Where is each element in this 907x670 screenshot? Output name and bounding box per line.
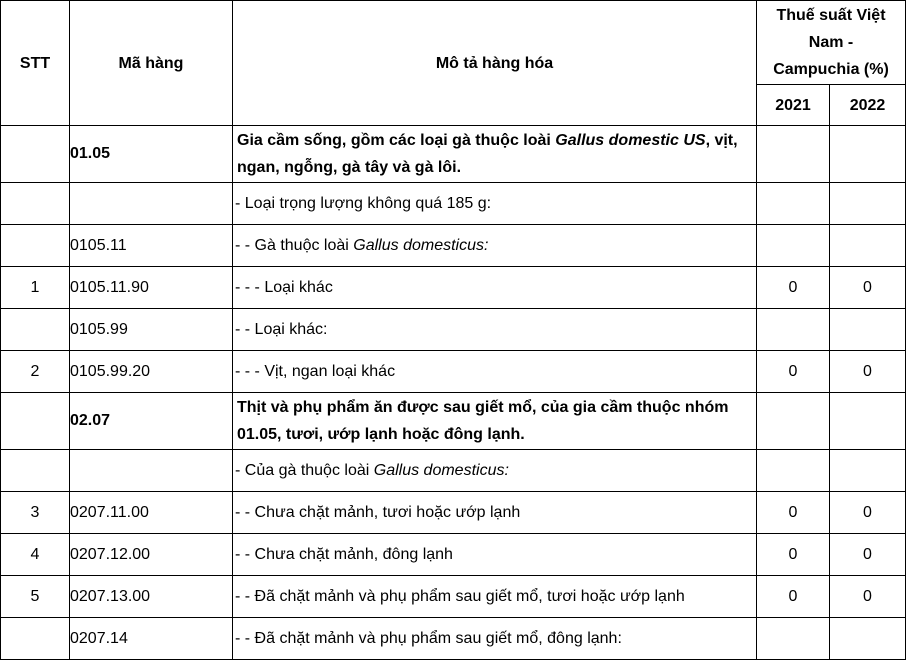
stt-cell [1,618,70,660]
description-italic: Gallus domestic US [555,132,706,149]
table-row [1,534,906,576]
stt-cell: 1 [1,267,70,309]
description-cell [233,618,757,660]
stt-cell: 2 [1,351,70,393]
description-text: Thịt và phụ phẩm ăn được sau giết mổ, của gia cầm thuộc nhóm 01.05, tươi, ướp lạnh hoặc đông lạnh. [237,399,729,443]
rate-2021-cell: 0 [757,492,830,534]
header-description: Mô tả hàng hóa [233,1,757,126]
rate-2022-cell: 0 [830,267,906,309]
rate-2021-cell [757,450,830,492]
description-cell [233,183,757,225]
code-cell [70,183,233,225]
description-cell [233,351,757,393]
code-cell: 0105.99.20 [70,351,233,393]
description-text: - Loại trọng lượng không quá 185 g: [235,194,492,212]
rate-2021-cell [757,126,830,183]
table-row [1,225,906,267]
description-cell [233,393,757,450]
rate-2021-cell: 0 [757,576,830,618]
stt-cell [1,309,70,351]
description-text: - - Chưa chặt mảnh, đông lạnh [235,545,453,563]
description-text: - - - Loại khác [235,278,333,296]
rate-2021-cell [757,393,830,450]
code-cell: 0207.13.00 [70,576,233,618]
code-cell: 02.07 [70,393,233,450]
rate-2022-cell [830,309,906,351]
description-cell [233,576,757,618]
code-cell: 0207.14 [70,618,233,660]
header-tax-rate-line2: Nam - [808,34,854,51]
description-text: - Của gà thuộc loài [235,461,374,479]
header-year-2022: 2022 [830,85,906,126]
rate-2021-cell: 0 [757,351,830,393]
rate-2021-cell [757,225,830,267]
table-row [1,492,906,534]
rate-2022-cell [830,225,906,267]
stt-cell [1,126,70,183]
table-row [1,393,906,450]
rate-2022-cell [830,618,906,660]
description-text: - - Đã chặt mảnh và phụ phẩm sau giết mổ, đông lạnh: [235,629,622,647]
header-year-2021: 2021 [757,85,830,126]
description-cell [233,309,757,351]
description-cell [233,492,757,534]
description-cell [233,450,757,492]
table-row [1,450,906,492]
table-row [1,267,906,309]
code-cell [70,450,233,492]
description-cell [233,267,757,309]
header-tax-rate-line3: Campuchia (%) [773,61,889,78]
header-stt: STT [1,1,70,126]
code-cell: 0105.11.90 [70,267,233,309]
table-row [1,576,906,618]
description-text-post: , vịt, ngan, ngỗng, gà tây và gà lôi. [237,132,738,176]
stt-cell [1,450,70,492]
header-tax-rate-line1: Thuế suất Việt [776,7,886,24]
rate-2021-cell [757,183,830,225]
description-text: - - Loại khác: [235,320,328,338]
table-row [1,183,906,225]
code-cell: 01.05 [70,126,233,183]
table-row [1,309,906,351]
rate-2021-cell [757,309,830,351]
table-row [1,351,906,393]
rate-2022-cell: 0 [830,492,906,534]
rate-2022-cell: 0 [830,576,906,618]
description-cell [233,126,757,183]
description-italic: Gallus domesticus: [353,236,489,254]
header-tax-rate [757,1,906,85]
rate-2021-cell: 0 [757,267,830,309]
stt-cell: 3 [1,492,70,534]
rate-2022-cell: 0 [830,351,906,393]
description-cell [233,225,757,267]
description-text: - - Đã chặt mảnh và phụ phẩm sau giết mổ, tươi hoặc ướp lạnh [235,587,685,605]
description-text: - - - Vịt, ngan loại khác [235,362,396,380]
rate-2022-cell [830,450,906,492]
rate-2022-cell [830,126,906,183]
description-cell [233,534,757,576]
stt-cell [1,225,70,267]
code-cell: 0105.11 [70,225,233,267]
stt-cell [1,183,70,225]
description-italic: Gallus domesticus: [373,461,509,479]
table-row [1,126,906,183]
rate-2022-cell [830,183,906,225]
rate-2022-cell: 0 [830,534,906,576]
description-text: - - Gà thuộc loài [235,236,354,254]
rate-2022-cell [830,393,906,450]
table-row [1,618,906,660]
rate-2021-cell [757,618,830,660]
stt-cell: 5 [1,576,70,618]
rate-2021-cell: 0 [757,534,830,576]
description-text: Gia cầm sống, gồm các loại gà thuộc loài [237,132,556,149]
code-cell: 0105.99 [70,309,233,351]
code-cell: 0207.11.00 [70,492,233,534]
stt-cell: 4 [1,534,70,576]
header-code: Mã hàng [70,1,233,126]
stt-cell [1,393,70,450]
code-cell: 0207.12.00 [70,534,233,576]
description-text: - - Chưa chặt mảnh, tươi hoặc ướp lạnh [235,503,521,521]
